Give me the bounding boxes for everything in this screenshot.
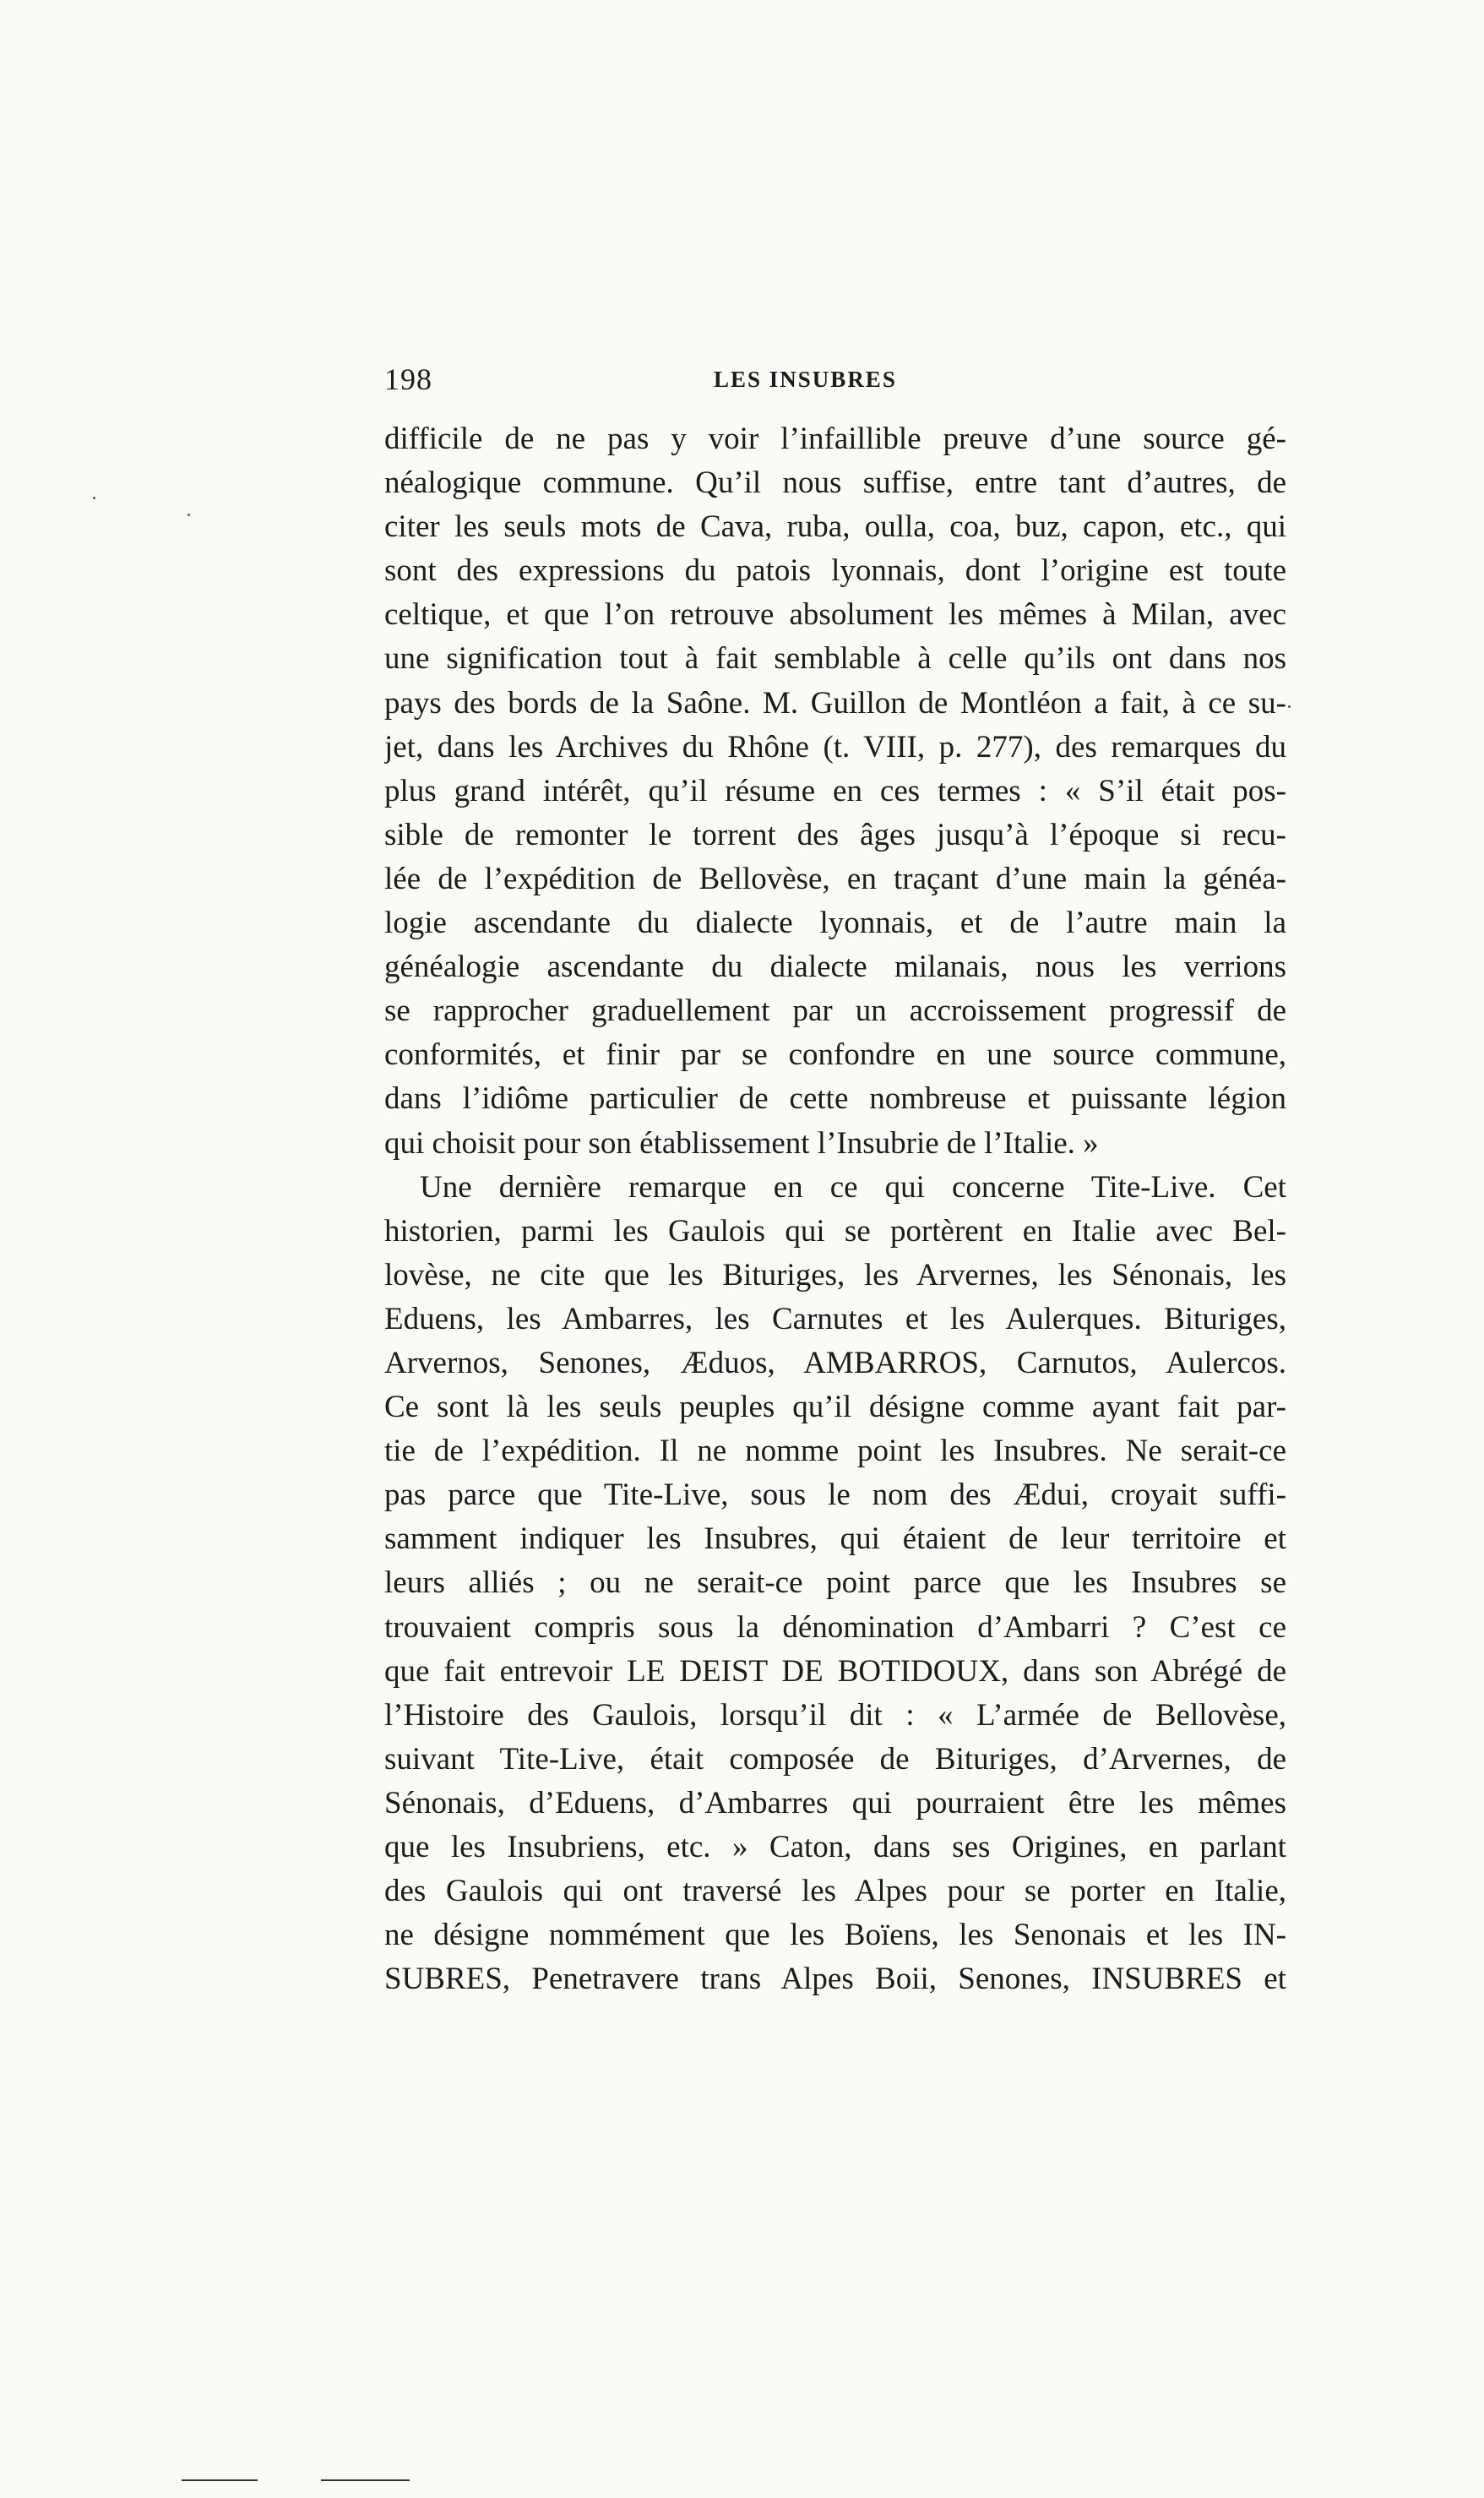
running-head: LES INSUBRES [714, 367, 897, 392]
paper-speck [93, 497, 95, 499]
paper-speck [1288, 705, 1291, 708]
text-line: Eduens, les Ambarres, les Carnutes et les Aulerques. Bituriges, [384, 1301, 1286, 1336]
text-line: conformités, et finir par se confondre en une source commune, [384, 1037, 1286, 1073]
text-line: historien, parmi les Gaulois qui se portèrent en Italie avec Bel- [384, 1213, 1286, 1249]
text-line: citer les seuls mots de Cava, ruba, oulla, coa, buz, capon, etc., qui [384, 509, 1286, 545]
text-line: suivant Tite-Live, était composée de Bituriges, d’Arvernes, de [384, 1741, 1286, 1777]
text-line: que fait entrevoir LE DEIST DE BOTIDOUX, dans son Abrégé de [384, 1653, 1286, 1689]
text-line: lovèse, ne cite que les Bituriges, les Arvernes, les Sénonais, les [384, 1257, 1286, 1293]
text-line: que les Insubriens, etc. » Caton, dans ses Origines, en parlant [384, 1830, 1286, 1864]
text-line: difficile de ne pas y voir l’infaillible preuve d’une source gé- [384, 422, 1286, 456]
text-line: logie ascendante du dialecte lyonnais, et de l’autre main la [384, 906, 1286, 941]
text-line: une signification tout à fait semblable à celle qu’ils ont dans nos [384, 641, 1286, 677]
text-line: Sénonais, d’Eduens, d’Ambarres qui pourraient être les mêmes [384, 1785, 1286, 1820]
text-line: lée de l’expédition de Bellovèse, en traçant d’une main la généa- [384, 861, 1286, 896]
text-line: dans l’idiôme particulier de cette nombreuse et puissante légion [384, 1081, 1286, 1117]
paper-speck [188, 514, 190, 516]
text-line: pays des bords de la Saône. M. Guillon de Montléon a fait, à ce su- [384, 685, 1286, 721]
text-line: sont des expressions du patois lyonnais, dont l’origine est toute [384, 553, 1286, 589]
text-line: Ce sont là les seuls peuples qu’il désigne comme ayant fait par- [384, 1390, 1286, 1425]
text-line: jet, dans les Archives du Rhône (t. VIII, p. 277), des remarques du [384, 729, 1286, 765]
text-line: Arvernos, Senones, Æduos, AMBARROS, Carnutos, Aulercos. [384, 1345, 1286, 1380]
text-line: SUBRES, Penetravere trans Alpes Boii, Senones, INSUBRES et [384, 1962, 1286, 1997]
footer-rule [321, 2479, 410, 2481]
page-number: 198 [384, 362, 432, 396]
text-line: leurs alliés ; ou ne serait-ce point parce que les Insubres se [384, 1565, 1286, 1601]
text-line: plus grand intérêt, qu’il résume en ces termes : « S’il était pos- [384, 773, 1286, 808]
text-line: celtique, et que l’on retrouve absolument les mêmes à Milan, avec [384, 597, 1286, 633]
text-line: sible de remonter le torrent des âges jusqu’à l’époque si recu- [384, 817, 1286, 852]
text-line: samment indiquer les Insubres, qui étaient de leur territoire et [384, 1521, 1286, 1557]
page-header [384, 362, 1290, 405]
paragraph-start-line: Une dernière remarque en ce qui concerne Tite-Live. Cet [420, 1169, 1286, 1205]
body-text [384, 417, 1286, 2001]
text-line: néalogique commune. Qu’il nous suffise, entre tant d’autres, de [384, 465, 1286, 501]
paragraph-end-line: qui choisit pour son établissement l’Insubrie de l’Italie. » [384, 1125, 1099, 1161]
text-line: trouvaient compris sous la dénomination d’Ambarri ? C’est ce [384, 1609, 1286, 1645]
footer-rule [182, 2479, 258, 2481]
text-line: se rapprocher graduellement par un accroissement progressif de [384, 993, 1286, 1029]
text-line: l’Histoire des Gaulois, lorsqu’il dit : « L’armée de Bellovèse, [384, 1697, 1286, 1733]
text-line: des Gaulois qui ont traversé les Alpes pour se porter en Italie, [384, 1874, 1286, 1909]
text-line: ne désigne nommément que les Boïens, les Senonais et les IN- [384, 1918, 1286, 1953]
text-line: généalogie ascendante du dialecte milanais, nous les verrions [384, 950, 1286, 985]
text-line: tie de l’expédition. Il ne nomme point les Insubres. Ne serait-ce [384, 1434, 1286, 1469]
text-line: pas parce que Tite-Live, sous le nom des Ædui, croyait suffi- [384, 1478, 1286, 1513]
